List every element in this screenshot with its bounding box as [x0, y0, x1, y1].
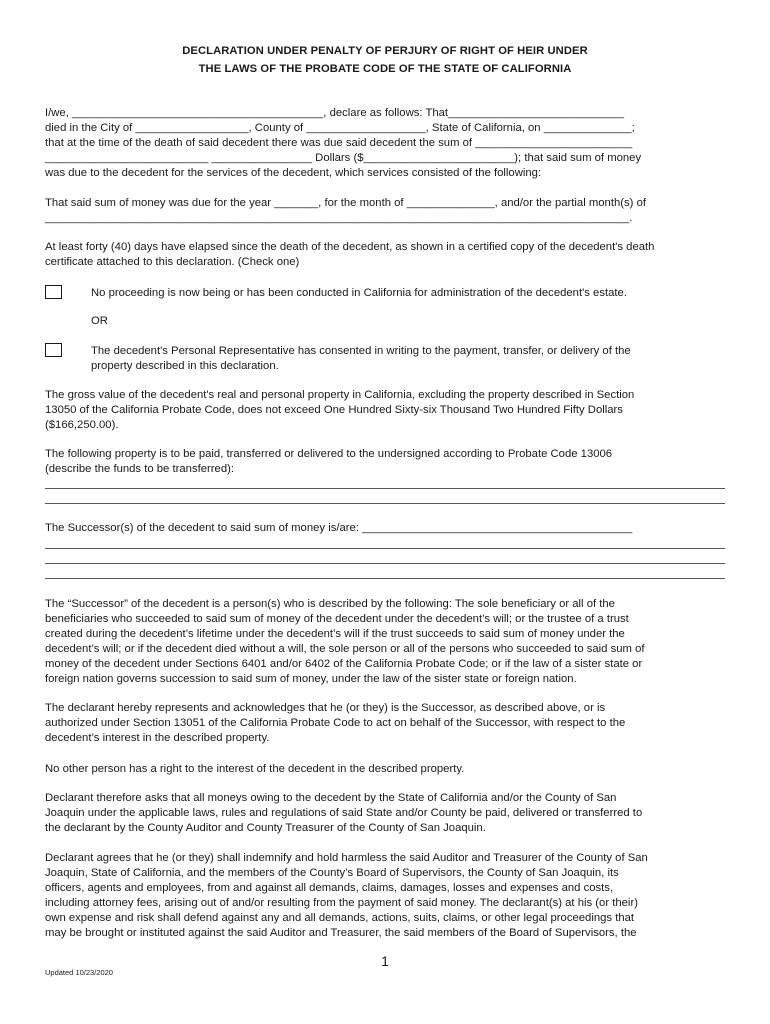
successor-def-line-3: created during the decedent’s lifetime under the decedent’s will if the trust succeeds to said sum of money under the — [45, 628, 625, 640]
successor-def-line-5: money of the decedent under Sections 6401 and/or 6402 of the California Probate Code; or if the law of a sister state or — [45, 658, 643, 670]
or-label: OR — [91, 315, 108, 327]
indemnify-line-6: may be brought or instituted against the said Auditor and Treasurer, the said members of the Board of Supervisors, the — [45, 927, 637, 939]
forty-days-line-1: At least forty (40) days have elapsed since the death of the decedent, as shown in a certified copy of the decedent's death — [45, 241, 655, 253]
successor-def-line-2: beneficiaries who succeeded to said sum of money of the decedent under the decedent’s will; or the trustee of a trust — [45, 613, 629, 625]
successors-line-1: The Successor(s) of the decedent to said sum of money is/are: ___________________________________________ — [45, 522, 633, 534]
intro-line-2: died in the City of __________________, County of ___________________, State of California, on ______________; — [45, 122, 635, 134]
asks-line-1: Declarant therefore asks that all moneys owing to the decedent by the State of California and/or the County of San — [45, 792, 617, 804]
no-other-person: No other person has a right to the interest of the decedent in the described property. — [45, 763, 465, 775]
successors-blank-line-3[interactable] — [45, 578, 725, 579]
declarant-line-2: authorized under Section 13051 of the California Probate Code to act on behalf of the Successor, with respect to the — [45, 717, 626, 729]
indemnify-line-3: officers, agents and employees, from and against all demands, claims, damages, losses and expenses and costs, — [45, 882, 614, 894]
indemnify-line-1: Declarant agrees that he (or they) shall indemnify and hold harmless the said Auditor and Treasurer of the County of San — [45, 852, 648, 864]
property-line-2: (describe the funds to be transferred): — [45, 463, 235, 475]
declarant-line-3: decedent’s interest in the described property. — [45, 732, 270, 744]
successor-def-line-4: decedent’s will; or if the decedent died without a will, the sole person or all of the persons who succeeded to said sum of — [45, 643, 645, 655]
property-line-1: The following property is to be paid, transferred or delivered to the undersigned according to Probate Code 13006 — [45, 448, 613, 460]
successor-def-line-6: foreign nation governs succession to said sum of money, under the law of the sister state or foreign nation. — [45, 673, 577, 685]
option-1-label: No proceeding is now being or has been conducted in California for administration of the decedent's estate. — [91, 287, 627, 299]
asks-line-2: Joaquin under the applicable laws, rules and regulations of said State and/or County be paid, delivered or transferred to — [45, 807, 643, 819]
gross-value-line-3: ($166,250.00). — [45, 419, 119, 431]
title-line-1: DECLARATION UNDER PENALTY OF PERJURY OF RIGHT OF HEIR UNDER — [182, 45, 588, 57]
intro-line-3: that at the time of the death of said decedent there was due said decedent the sum of _________________________ — [45, 137, 633, 149]
title-line-2: THE LAWS OF THE PROBATE CODE OF THE STATE OF CALIFORNIA — [198, 63, 572, 75]
updated-date: Updated 10/23/2020 — [45, 968, 113, 977]
due-line-2: _____________________________________________________________________________________________. — [45, 212, 633, 224]
intro-line-4: __________________________ ________________ Dollars ($________________________); that said sum of money — [45, 152, 642, 164]
successor-def-line-1: The “Successor” of the decedent is a person(s) who is described by the following: The sole beneficiary or all of the — [45, 598, 615, 610]
indemnify-line-2: Joaquin, State of California, and the members of the County’s Board of Supervisors, the County of San Joaquin, its — [45, 867, 619, 879]
page-number: 1 — [381, 953, 389, 969]
property-blank-line-1[interactable] — [45, 488, 725, 489]
gross-value-line-2: 13050 of the California Probate Code, does not exceed One Hundred Sixty-six Thousand Two Hundred Fifty Dollars — [45, 404, 623, 416]
property-blank-line-2[interactable] — [45, 503, 725, 504]
intro-line-5: was due to the decedent for the services of the decedent, which services consisted of the following: — [45, 167, 542, 179]
successors-blank-line-2[interactable] — [45, 563, 725, 564]
due-line-1: That said sum of money was due for the year _______, for the month of ______________, and/or the partial month(s) of — [45, 197, 646, 209]
gross-value-line-1: The gross value of the decedent's real and personal property in California, excluding the property described in Section — [45, 389, 635, 401]
no-proceeding-checkbox[interactable] — [45, 285, 62, 299]
personal-representative-checkbox[interactable] — [45, 343, 62, 357]
asks-line-3: the declarant by the County Auditor and County Treasurer of the County of San Joaquin. — [45, 822, 486, 834]
successors-blank-line-1[interactable] — [45, 548, 725, 549]
option-2-line-2: property described in this declaration. — [91, 360, 279, 372]
forty-days-line-2: certificate attached to this declaration. (Check one) — [45, 256, 300, 268]
indemnify-line-5: own expense and risk shall defend against any and all demands, actions, suits, claims, or other legal proceedings that — [45, 912, 635, 924]
option-2-line-1: The decedent's Personal Representative has consented in writing to the payment, transfer, or delivery of the — [91, 345, 631, 357]
intro-line-1: I/we, ________________________________________, declare as follows: That____________________________ — [45, 107, 624, 119]
indemnify-line-4: including attorney fees, arising out of and/or resulting from the payment of said money. The declarant(s) at his (or their) — [45, 897, 638, 909]
declarant-line-1: The declarant hereby represents and acknowledges that he (or they) is the Successor, as described above, or is — [45, 702, 606, 714]
